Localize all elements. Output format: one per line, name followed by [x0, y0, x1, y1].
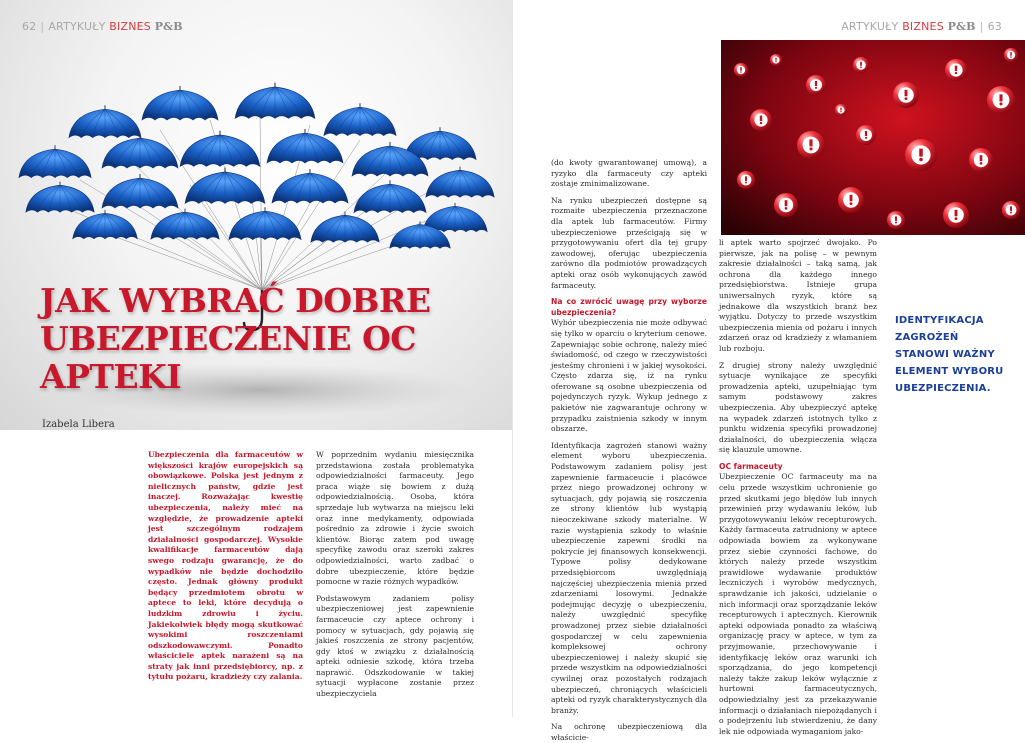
page-number: 63 — [987, 20, 1002, 33]
paragraph: Ubezpieczenie OC farmaceuty ma na celu przede wszystkim uchronienie go przed skutkami jego błędów lub innych przewinień przy wydawaniu leków, lub przygotowywaniu leków recepturowych. Każdy farmaceuta zatrudniony w aptece odpowiada bowiem za wykonywane przez siebie czynności fachowe, do których należy przede wszystkim prawidłowe wydawanie produktów leczniczych i wyrobów medycznych, sprawdzanie ich jakości, udzielanie o nich informacji oraz sporządzanie leków recepturowych i aptecznych. Kierownik apteki odpowiada ponadto za właściwą organizację pracy w aptece, w tym za przyjmowanie, przechowywanie i identyfikację leków oraz warunki ich sporządzania, do jego kompetencji należy także zakup leków wyłącznie z hurtowni farmaceutycznych, odpowiedzialny jest za przekazywanie informacji o działaniach niepożądanych i o podejrzeniu lub stwierdzeniu, że dany lek nie odpowiada wymaganiom jako- — [719, 472, 877, 736]
paragraph: W poprzednim wydaniu miesięcznika przedstawiona została problematyka odpowiedzialności farmaceuty. Jego praca wiąże się bowiem z dużą odpowiedzialnością. Osoba, która sprzedaje lub wytwarza na miejscu leki oraz inne medykamenty, odpowiada pośrednio za zdrowie i życie swoich klientów. Biorąc zatem pod uwagę specyfikę zawodu oraz szeroki zakres odpowiedzialności, warto zadbać o dobre ubezpieczenie, które będzie pomocne w razie różnych wypadków. — [316, 450, 474, 587]
paragraph: (do kwoty gwarantowanej umową), a ryzyko dla farmaceuty czy apteki zostaje zminimalizowane. — [551, 158, 707, 189]
paragraph: Podstawowym zadaniem polisy ubezpieczeniowej jest zapewnienie farmaceucie czy aptece ochrony i pomocy w sytuacjach, gdy pojawią się jakieś roszczenia ze strony pacjentów, gdy ktoś w związku z działalnością apteki odniesie szkodę, która trzeba naprawić. Odszkodowanie w takiej sytuacji wypłacone zostanie przez ubezpieczyciela — [316, 593, 474, 699]
column-4 — [719, 238, 877, 736]
page-header-left: 62 | ARTYKUŁY BIZNES P&B — [22, 20, 183, 33]
paragraph: Na rynku ubezpieczeń dostępne są rozmaite ubezpieczenia przeznaczone dla aptek lub farmaceutów. Firmy ubezpieczeniowe prześcigają się w przygotowywaniu ofert dla tej grupy zawodowej, oferując ubezpieczenia zarówno dla podmiotów prowadzących apteki oraz osób wykonujących zawód farmaceuty. — [551, 195, 707, 290]
page-header-right: ARTYKUŁY BIZNES P&B | 63 — [841, 20, 1002, 33]
warning-signs-photo — [721, 40, 1025, 235]
pull-quote: IDENTYFIKACJA ZAGROŻEŃ STANOWI WAŻNY ELEMENT WYBORU UBEZPIECZENIA. — [895, 315, 1004, 394]
section-label: ARTYKUŁY — [48, 20, 106, 33]
lead-paragraph: Ubezpieczenia dla farmaceutów w większości krajów europejskich są obowiązkowe. Polska jest jednym z nielicznych państw, gdzie jest inaczej. Rozważając kwestię ubezpieczenia, należy mieć na względzie, że prowadzenie apteki jest szczególnym rodzajem działalności gospodarczej. Wysokie kwalifikacje farmaceutów dają swego rodzaju gwarancję, że do wypadków nie będzie dochodziło często. Jednak główny produkt będący przedmiotem obrotu w aptece to leki, które decydują o ludzkim zdrowiu i życiu. Jakiekolwiek błędy mogą skutkować wysokimi roszczeniami odszkodowawczymi. Ponadto właściciele aptek narażeni są na straty jak inni przedsiębiorcy, np. z tytułu pożaru, kradzieży czy zalania. — [148, 450, 303, 682]
article-title — [40, 282, 431, 396]
section-label: ARTYKUŁY — [841, 20, 899, 33]
paragraph: li aptek warto spojrzeć dwojako. Po pierwsze, jak na polisę – w pewnym zakresie działalności – taką samą, jak ochrona dla każdego innego przedsiębiorstwa. Istnieje grupa uniwersalnych ryzyk, które są jednakowe dla wszystkich branż bez wyjątku. Dotyczy to przede wszystkim ubezpieczenia mienia od pożaru i innych zdarzeń oraz od kradzieży z włamaniem lub rozboju. — [719, 238, 877, 353]
brand-suffix: P&B — [154, 20, 183, 33]
paragraph: Z drugiej strony należy uwzględnić sytuacje wynikające ze specyfiki prowadzenia apteki, uzupełniając tym samym podstawowy zakres ubezpieczenia. Aby ubezpieczyć aptekę na wypadek zdarzeń istotnych tylko z punktu widzenia specyfiki prowadzonej działalności, do ubezpieczenia włącza się klauzule umowne. — [719, 360, 877, 455]
paragraph: Na ochronę ubezpieczeniową dla właścicie- — [551, 722, 707, 742]
paragraph: Identyfikacja zagrożeń stanowi ważny element wyboru ubezpieczenia. Podstawowym zadaniem polisy jest zapewnienie farmaceucie i placówce przez niego prowadzonej ochrony w sytuacjach, gdy pojawią się roszczenia ze strony klientów lub wystąpią nieoczekiwane szkody materialne. W razie wystąpienia szkody to właśnie ubezpieczenie zapewni środki na pokrycie jej finansowych konsekwencji. Typowe polisy dedykowane przedsiębiorcom uwzględniają najczęściej ubezpieczenia mienia przed zdarzeniami losowymi. Jednakże podejmując decyzję o ubezpieczeniu, należy uwzględnić specyfikę prowadzonej przez siebie działalności gospodarczej w celu zapewnienia kompleksowej ochrony ubezpieczeniowej i należy skupić się przede wszystkim na odpowiedzialności cywilnej oraz pozostałych rodzajach ubezpieczeń, chroniących właścicieli apteki od ryzyk charakterystycznych dla branży. — [551, 440, 707, 715]
column-2 — [316, 450, 474, 705]
title-line-3: APTEKI — [40, 357, 182, 396]
brand-suffix: P&B — [947, 20, 976, 33]
section-heading: OC farmaceuty — [719, 461, 783, 471]
title-line-2: UBEZPIECZENIE OC — [40, 319, 417, 358]
column-lead — [148, 450, 303, 705]
column-3 — [551, 158, 707, 742]
warning-signs-illustration — [721, 40, 1025, 235]
page-number: 62 — [22, 20, 37, 33]
brand-label: BIZNES — [109, 20, 151, 33]
left-page — [0, 0, 512, 717]
paragraph: Wybór ubezpieczenia nie może odbywać się tylko w oparciu o kryterium cenowe. Zapewniając sobie ochronę, należy mieć świadomość, od czego w rzeczywistości jesteśmy chronieni i w jakiej wysokości. Często zdarza się, iż na rynku oferowane są osobne ubezpieczenia od pojedynczych ryzyk. Wykup jednego z pakietów nie zagwarantuje ochrony w przypadku zaistnienia szkody w innym obszarze. — [551, 318, 707, 434]
author-name: Izabela Libera — [42, 419, 115, 430]
section-heading: Na co zwrócić uwagę przy wyborze ubezpieczenia? — [551, 297, 707, 317]
right-page — [512, 0, 1024, 742]
title-line-1: JAK WYBRAĆ DOBRE — [40, 281, 431, 320]
brand-label: BIZNES — [902, 20, 944, 33]
